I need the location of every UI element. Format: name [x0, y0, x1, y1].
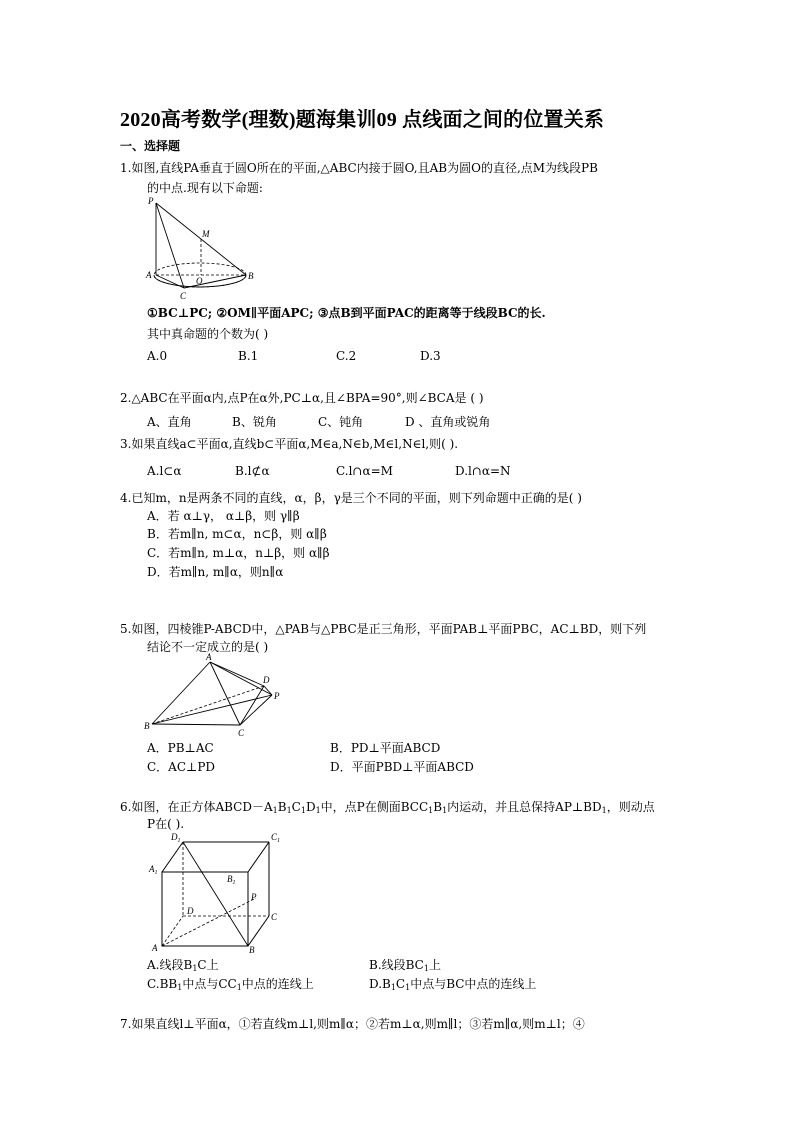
q6-edge-AD — [162, 916, 183, 946]
q5-option-d: D．平面PBD⊥平面ABCD — [330, 760, 474, 774]
q5-figure-pyramid — [142, 652, 287, 740]
section-heading: 一、选择题 — [120, 139, 181, 153]
q4-option-a: A．若 α⊥γ， α⊥β，则 γ∥β — [147, 509, 300, 523]
q6-option-d: $D.B_1C_1$中点与BC中点的连线上 — [369, 977, 537, 992]
q1-question: 其中真命题的个数为( ) — [147, 327, 269, 341]
q3-stem: 3.如果直线a⊂平面α,直线b⊂平面α,M∈a,N∈b,M∈l,N∈l,则( ). — [120, 437, 459, 451]
q7-stem: 7.如果直线l⊥平面α，①若直线m⊥l,则m∥α；②若m⊥α,则m∥l；③若m∥α,则m⊥l；④ — [120, 1017, 585, 1031]
q6-line-D1B — [183, 842, 248, 946]
q2-option-c: C、钝角 — [318, 415, 364, 429]
q6-label-A: A — [152, 943, 158, 953]
q5-label-C: C — [238, 728, 245, 738]
q6-line-AP — [162, 898, 256, 946]
q2-option-a: A、直角 — [147, 415, 192, 429]
q5-line-AB — [152, 662, 210, 724]
q6-option-b: B.线段$BC_1$上 — [369, 958, 441, 973]
q5-stem-line2: 结论不一定成立的是( ) — [147, 640, 269, 654]
q4-stem: 4.已知m，n是两条不同的直线，α，β，γ是三个不同的平面，则下列命题中正确的是( ) — [120, 491, 582, 505]
q1-option-c: C.2 — [336, 349, 357, 363]
q2-option-d: D 、直角或锐角 — [405, 415, 491, 429]
page-title: 2020高考数学(理数)题海集训09 点线面之间的位置关系 — [120, 109, 605, 131]
q2-option-b: B、锐角 — [232, 415, 277, 429]
q1-label-C: C — [180, 291, 187, 301]
q5-label-B: B — [144, 721, 150, 731]
q1-stem-line2: 的中点.现有以下命题: — [147, 181, 263, 195]
q1-label-B: B — [248, 271, 254, 281]
q1-option-b: B.1 — [238, 349, 259, 363]
q5-line-AC — [210, 662, 240, 725]
q6-option-a: A.线段$B_1C$上 — [147, 958, 219, 973]
q5-line-AD — [210, 662, 264, 686]
q5-option-b: B．PD⊥平面ABCD — [330, 741, 441, 755]
q3-option-b: B.l⊄α — [235, 464, 270, 478]
q1-option-a: A.0 — [147, 349, 168, 363]
q1-label-M: M — [202, 229, 210, 239]
q6-edge-B1C1 — [248, 842, 269, 872]
q3-option-d: D.l∩α=N — [455, 464, 511, 478]
q1-figure-cone — [140, 195, 260, 305]
q1-option-d: D.3 — [420, 349, 441, 363]
q5-label-D: D — [263, 675, 270, 685]
q5-label-P: P — [274, 691, 280, 701]
q4-option-b: B．若m∥n, m⊂α，n⊂β，则 α∥β — [147, 527, 327, 541]
q2-stem: 2.△ABC在平面α内,点P在α外,PC⊥α,且∠BPA=90°,则∠BCA是 ( ) — [120, 391, 484, 405]
q6-label-C1: $C_1$ — [271, 832, 280, 844]
q6-label-D1: $D_1$ — [171, 832, 181, 844]
q1-propositions: ①BC⊥PC; ②OM∥平面APC; ③点B到平面PAC的距离等于线段BC的长. — [147, 306, 546, 320]
q5-option-a: A．PB⊥AC — [147, 741, 214, 755]
q6-label-A1: $A_1$ — [149, 864, 158, 876]
q4-option-c: C．若m∥n, m⊥α，n⊥β，则 α∥β — [147, 546, 330, 560]
q5-line-BP — [152, 695, 272, 724]
q1-stem-line1: 1.如图,直线PA垂直于圆O所在的平面,△ABC内接于圆O,且AB为圆O的直径,点M为线段PB — [120, 161, 598, 175]
q5-option-c: C．AC⊥PD — [147, 760, 216, 774]
q3-option-a: A.l⊂α — [147, 464, 182, 478]
q6-option-c: $C.BB_1$中点与$CC_1$中点的连线上 — [147, 977, 314, 992]
q5-line-BC — [152, 724, 240, 725]
q6-label-B1: $B_1$ — [227, 874, 236, 886]
q4-option-d: D．若m∥n, m∥α，则n∥α — [147, 565, 284, 579]
q6-label-C: C — [271, 912, 278, 922]
q6-label-B: B — [249, 945, 255, 955]
q1-label-O: O — [196, 276, 203, 286]
q1-line-PC — [156, 203, 184, 288]
q6-figure-cube — [145, 830, 280, 955]
q6-label-P: P — [251, 892, 257, 902]
q6-stem-line1: 6.如图，在正方体$ABCD-A_1B_1C_1D_1$中，点P在侧面$BCC_1B_1$内运动，并且总保持$AP\perp BD_1$，则动点 — [120, 800, 655, 815]
q3-option-c: C.l∩α=M — [336, 464, 393, 478]
q6-label-D: D — [187, 906, 194, 916]
q1-label-P: P — [148, 196, 154, 206]
q6-edge-BC — [248, 916, 269, 946]
q5-label-A: A — [206, 652, 212, 662]
q5-stem-line1: 5.如图，四棱锥P-ABCD中，△PAB与△PBC是正三角形，平面PAB⊥平面PBC，AC⊥BD，则下列 — [120, 622, 647, 636]
q6-stem-line2: P在( ). — [147, 817, 185, 831]
q6-edge-A1D1 — [162, 842, 183, 872]
q1-label-A: A — [146, 270, 152, 280]
q5-line-DP — [264, 686, 272, 695]
